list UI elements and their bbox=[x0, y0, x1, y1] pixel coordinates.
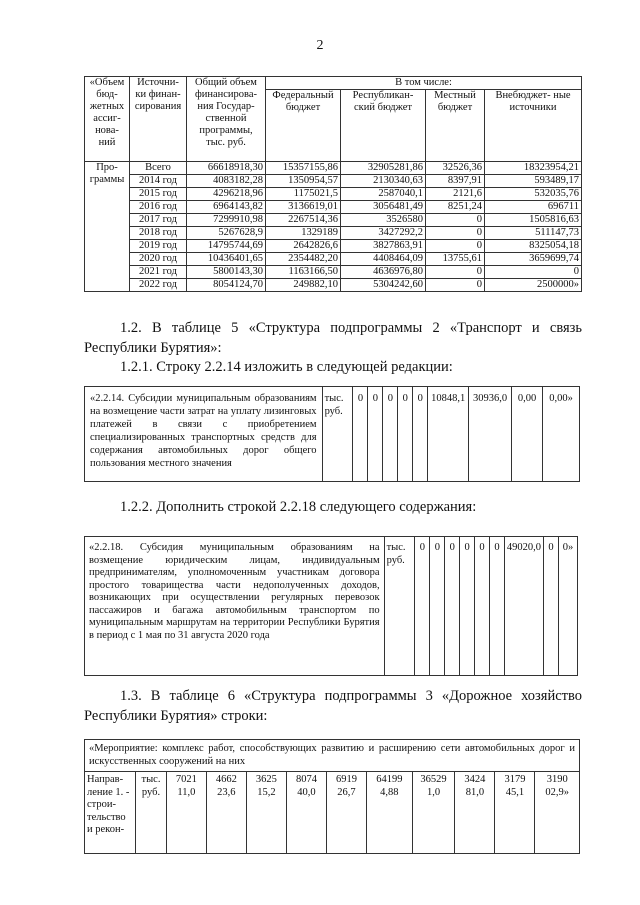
header-total: Общий объем финансирова- ния Государ- ственной программы, тыс. руб. bbox=[187, 77, 266, 162]
value-cell: 0 bbox=[353, 387, 368, 482]
amount-cell: 1163166,50 bbox=[266, 266, 341, 279]
header-extra: Внебюджет- ные источники bbox=[485, 90, 582, 162]
subprogram-3-table bbox=[84, 739, 580, 854]
amount-cell: 8251,24 bbox=[426, 201, 485, 214]
amount-cell: 8054124,70 bbox=[187, 279, 266, 292]
amount-cell: 2587040,1 bbox=[341, 188, 426, 201]
value-cell: 0 bbox=[460, 537, 475, 676]
amount-cell: 2267514,36 bbox=[266, 214, 341, 227]
year-cell: 2015 год bbox=[130, 188, 187, 201]
amount-cell: 1505816,63 bbox=[485, 214, 582, 227]
amount-cell: 2130340,63 bbox=[341, 175, 426, 188]
header-local: Местный бюджет bbox=[426, 90, 485, 162]
page-number: 2 bbox=[316, 38, 324, 53]
value-cell: 6919 26,7 bbox=[326, 772, 366, 854]
value-cell: 0 bbox=[398, 387, 413, 482]
value-cell: 0,00 bbox=[512, 387, 543, 482]
amount-cell: 3056481,49 bbox=[341, 201, 426, 214]
year-cell: 2014 год bbox=[130, 175, 187, 188]
amount-cell: 0 bbox=[426, 266, 485, 279]
table-row bbox=[85, 240, 582, 253]
value-cell: 30936,0 bbox=[469, 387, 512, 482]
value-cell: 49020,0 bbox=[504, 537, 543, 676]
value-cell: 0 bbox=[430, 537, 445, 676]
funding-table bbox=[84, 76, 582, 292]
amount-cell: 3827863,91 bbox=[341, 240, 426, 253]
year-cell: 2018 год bbox=[130, 227, 187, 240]
table-row bbox=[85, 214, 582, 227]
table-row bbox=[85, 279, 582, 292]
header-volume: «Объем бюд- жетных ассиг- нова- ний bbox=[85, 77, 130, 162]
year-cell: 2022 год bbox=[130, 279, 187, 292]
value-cell: 4662 23,6 bbox=[206, 772, 246, 854]
value-cell: 0 bbox=[383, 387, 398, 482]
amount-cell: 4083182,28 bbox=[187, 175, 266, 188]
amount-cell: 0 bbox=[426, 227, 485, 240]
amount-cell: 4636976,80 bbox=[341, 266, 426, 279]
amount-cell: 5267628,9 bbox=[187, 227, 266, 240]
value-cell: 3424 81,0 bbox=[455, 772, 495, 854]
amount-cell: 249882,10 bbox=[266, 279, 341, 292]
table-row bbox=[85, 266, 582, 279]
row-2-2-18-unit: тыс. руб. bbox=[384, 537, 415, 676]
amount-cell: 511147,73 bbox=[485, 227, 582, 240]
value-cell: 3179 45,1 bbox=[495, 772, 535, 854]
table-row bbox=[85, 201, 582, 214]
value-cell: 0,00» bbox=[543, 387, 580, 482]
value-cell: 0 bbox=[415, 537, 430, 676]
amount-cell: 32905281,86 bbox=[341, 162, 426, 175]
amount-cell: 66618918,30 bbox=[187, 162, 266, 175]
table-row bbox=[85, 175, 582, 188]
value-cell: 0 bbox=[490, 537, 505, 676]
amount-cell: 1175021,5 bbox=[266, 188, 341, 201]
value-cell: 0 bbox=[413, 387, 428, 482]
amount-cell: 14795744,69 bbox=[187, 240, 266, 253]
value-cell: 0» bbox=[558, 537, 577, 676]
value-cell: 0 bbox=[475, 537, 490, 676]
value-cell: 7021 11,0 bbox=[167, 772, 207, 854]
amount-cell: 2642826,6 bbox=[266, 240, 341, 253]
value-cell: 0 bbox=[544, 537, 559, 676]
amount-cell: 0 bbox=[426, 214, 485, 227]
amount-cell: 532035,76 bbox=[485, 188, 582, 201]
amount-cell: 2354482,20 bbox=[266, 253, 341, 266]
amount-cell: 0 bbox=[426, 240, 485, 253]
amount-cell: 0 bbox=[485, 266, 582, 279]
header-sources: Источни- ки финан- сирования bbox=[130, 77, 187, 162]
value-cell: 36529 1,0 bbox=[412, 772, 455, 854]
amount-cell: 8325054,18 bbox=[485, 240, 582, 253]
value-cell: 10848,1 bbox=[428, 387, 469, 482]
amount-cell: 18323954,21 bbox=[485, 162, 582, 175]
amount-cell: 7299910,98 bbox=[187, 214, 266, 227]
amount-cell: 4408464,09 bbox=[341, 253, 426, 266]
amount-cell: 696711 bbox=[485, 201, 582, 214]
amount-cell: 15357155,86 bbox=[266, 162, 341, 175]
amount-cell: 5304242,60 bbox=[341, 279, 426, 292]
row-2-2-14-description: «2.2.14. Субсидии муниципальным образованиям на возмещение части затрат на уплату лизинговых платежей в связи с приобретением специализированных транспортных средств для содержания автомобильных дорог общего пользования местного значения bbox=[85, 387, 323, 482]
amount-cell: 8397,91 bbox=[426, 175, 485, 188]
amount-cell: 32526,36 bbox=[426, 162, 485, 175]
amount-cell: 3659699,74 bbox=[485, 253, 582, 266]
row-label-program: Про- граммы bbox=[85, 162, 130, 292]
row-2-2-18-table bbox=[84, 536, 578, 676]
paragraph-1-2-2: 1.2.2. Дополнить строкой 2.2.18 следующего содержания: bbox=[120, 499, 477, 515]
table-row bbox=[85, 162, 582, 175]
paragraph-1-2: 1.2. В таблице 5 «Структура подпрограммы 2 «Транспорт и связь Республики Бурятия»: bbox=[84, 320, 582, 356]
value-cell: 0 bbox=[445, 537, 460, 676]
direction-unit: тыс. руб. bbox=[136, 772, 167, 854]
value-cell: 0 bbox=[368, 387, 383, 482]
amount-cell: 1329189 bbox=[266, 227, 341, 240]
measure-header: «Мероприятие: комплекс работ, способствующих развитию и расширению сети автомобильных дорог и искусственных сооружений на них bbox=[85, 740, 580, 772]
year-cell: 2016 год bbox=[130, 201, 187, 214]
row-2-2-18-description: «2.2.18. Субсидия муниципальным образованиям на возмещение юридическим лицам, индивидуальным предпринимателям, уполномоченным участникам договора простого товарищества части недополученных доходов, возникающих при осуществлении регулярных перевозок пассажиров и багажа автомобильным транспортом по муниципальным маршрутам на территории Республики Бурятия в период с 1 мая по 31 августа 2020 года bbox=[85, 537, 385, 676]
table-row bbox=[85, 188, 582, 201]
amount-cell: 0 bbox=[426, 279, 485, 292]
value-cell: 64199 4,88 bbox=[367, 772, 413, 854]
amount-cell: 6964143,82 bbox=[187, 201, 266, 214]
amount-cell: 5800143,30 bbox=[187, 266, 266, 279]
year-cell: 2020 год bbox=[130, 253, 187, 266]
year-cell: 2019 год bbox=[130, 240, 187, 253]
paragraph-1-3: 1.3. В таблице 6 «Структура подпрограммы 3 «Дорожное хозяйство Республики Бурятия» строки: bbox=[84, 688, 582, 724]
row-2-2-14-table bbox=[84, 386, 580, 482]
header-federal: Федеральный бюджет bbox=[266, 90, 341, 162]
header-republic: Республикан- ский бюджет bbox=[341, 90, 426, 162]
value-cell: 8074 40,0 bbox=[286, 772, 326, 854]
table-row bbox=[85, 227, 582, 240]
amount-cell: 1350954,57 bbox=[266, 175, 341, 188]
amount-cell: 3136619,01 bbox=[266, 201, 341, 214]
amount-cell: 2121,6 bbox=[426, 188, 485, 201]
amount-cell: 10436401,65 bbox=[187, 253, 266, 266]
row-2-2-14-unit: тыс. руб. bbox=[322, 387, 353, 482]
amount-cell: 4296218,96 bbox=[187, 188, 266, 201]
header-including: В том числе: bbox=[266, 77, 582, 90]
direction-label: Направ- ление 1. - строи- тельство и рекон- bbox=[85, 772, 136, 854]
amount-cell: 3427292,2 bbox=[341, 227, 426, 240]
paragraph-1-2-1: 1.2.1. Строку 2.2.14 изложить в следующей редакции: bbox=[120, 359, 453, 375]
year-cell: 2017 год bbox=[130, 214, 187, 227]
value-cell: 3625 15,2 bbox=[246, 772, 286, 854]
value-cell: 3190 02,9» bbox=[535, 772, 580, 854]
amount-cell: 2500000» bbox=[485, 279, 582, 292]
year-cell: 2021 год bbox=[130, 266, 187, 279]
year-cell: Всего bbox=[130, 162, 187, 175]
amount-cell: 593489,17 bbox=[485, 175, 582, 188]
amount-cell: 3526580 bbox=[341, 214, 426, 227]
table-row bbox=[85, 253, 582, 266]
amount-cell: 13755,61 bbox=[426, 253, 485, 266]
